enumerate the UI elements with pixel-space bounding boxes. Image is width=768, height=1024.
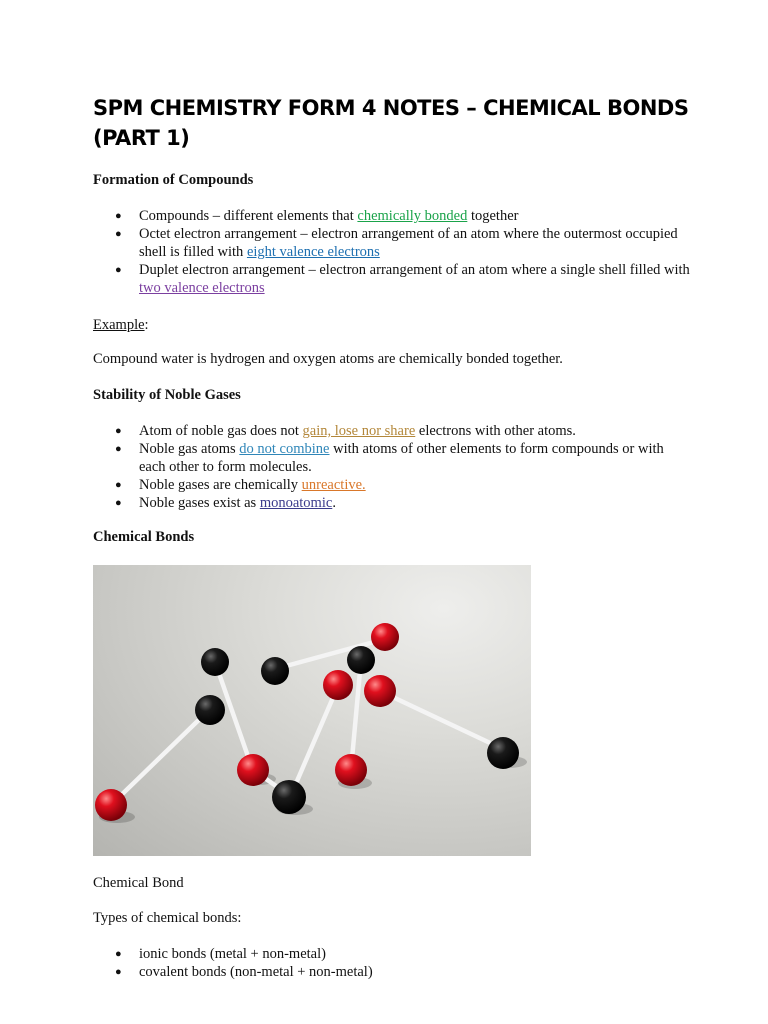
page-title: SPM CHEMISTRY FORM 4 NOTES – CHEMICAL BONDS (PART 1)	[93, 96, 689, 150]
bullet-text: ionic bonds (metal + non-metal)	[139, 946, 326, 962]
section-heading-formation: Formation of Compounds	[93, 172, 254, 188]
list-item	[93, 225, 693, 261]
section-heading-chemical-bonds: Chemical Bonds	[93, 529, 195, 545]
red-atom-ball	[237, 754, 269, 786]
red-atom-ball	[95, 789, 127, 821]
bullet-text: with atoms of other elements to form compounds or with each other to form molecules.	[139, 441, 664, 475]
red-atom-ball	[323, 670, 353, 700]
black-atom-ball	[261, 657, 289, 685]
link-two-valence-electrons[interactable]: two valence electrons	[139, 280, 265, 296]
red-atom-ball	[364, 675, 396, 707]
example-label-text: Example	[93, 317, 145, 333]
red-atom-ball	[335, 754, 367, 786]
image-caption: Chemical Bond	[93, 875, 184, 891]
list-item	[93, 494, 693, 512]
example-text: Compound water is hydrogen and oxygen atoms are chemically bonded together.	[93, 351, 563, 367]
list-item	[93, 945, 693, 963]
link-gain-lose-nor-share[interactable]: gain, lose nor share	[302, 423, 416, 439]
red-atom-ball	[371, 623, 399, 651]
bullet-icon: ●	[115, 228, 122, 240]
bullet-icon: ●	[115, 966, 122, 978]
section-heading-noble-gases: Stability of Noble Gases	[93, 387, 241, 403]
black-atom-ball	[487, 737, 519, 769]
bullet-icon: ●	[115, 264, 122, 276]
black-atom-ball	[347, 646, 375, 674]
bullet-text: Atom of noble gas does not	[139, 423, 303, 439]
bullet-text: Octet electron arrangement – electron arrangement of an atom where the outermost occupied shell is filled with	[139, 226, 678, 260]
bullet-icon: ●	[115, 948, 122, 960]
example-label	[93, 316, 693, 334]
formation-bullet-list	[93, 207, 693, 297]
link-eight-valence-electrons[interactable]: eight valence electrons	[246, 244, 380, 260]
link-chemically-bonded[interactable]: chemically bonded	[357, 208, 468, 224]
bullet-icon: ●	[115, 425, 122, 437]
bullet-text: covalent bonds (non-metal + non-metal)	[139, 964, 373, 980]
link-do-not-combine[interactable]: do not combine	[239, 441, 330, 457]
link-unreactive[interactable]: unreactive.	[301, 477, 366, 493]
bullet-text: .	[332, 495, 336, 511]
bullet-text: Noble gas atoms	[139, 441, 240, 457]
bullet-text: Noble gases exist as	[139, 495, 260, 511]
list-item	[93, 422, 693, 440]
list-item	[93, 440, 693, 476]
list-item	[93, 261, 693, 297]
bullet-text: electrons with other atoms.	[415, 423, 576, 439]
bullet-icon: ●	[115, 479, 122, 491]
list-item	[93, 207, 693, 225]
types-intro: Types of chemical bonds:	[93, 910, 242, 926]
link-monoatomic[interactable]: monoatomic	[259, 495, 333, 511]
black-atom-ball	[201, 648, 229, 676]
bullet-text: Duplet electron arrangement – electron arrangement of an atom where a single shell filled with	[139, 262, 690, 278]
molecule-model-photo	[93, 565, 531, 856]
molecule-model-illustration	[93, 565, 531, 856]
example-colon: :	[144, 317, 149, 333]
bullet-icon: ●	[115, 210, 122, 222]
bullet-icon: ●	[115, 497, 122, 509]
list-item	[93, 963, 693, 981]
bullet-text: Compounds – different elements that	[139, 208, 358, 224]
noble-gases-bullet-list	[93, 422, 693, 512]
bond-types-list	[93, 945, 693, 981]
bullet-icon: ●	[115, 443, 122, 455]
bullet-text: Noble gases are chemically	[139, 477, 302, 493]
black-atom-ball	[272, 780, 306, 814]
black-atom-ball	[195, 695, 225, 725]
bullet-text: together	[467, 208, 519, 224]
list-item	[93, 476, 693, 494]
